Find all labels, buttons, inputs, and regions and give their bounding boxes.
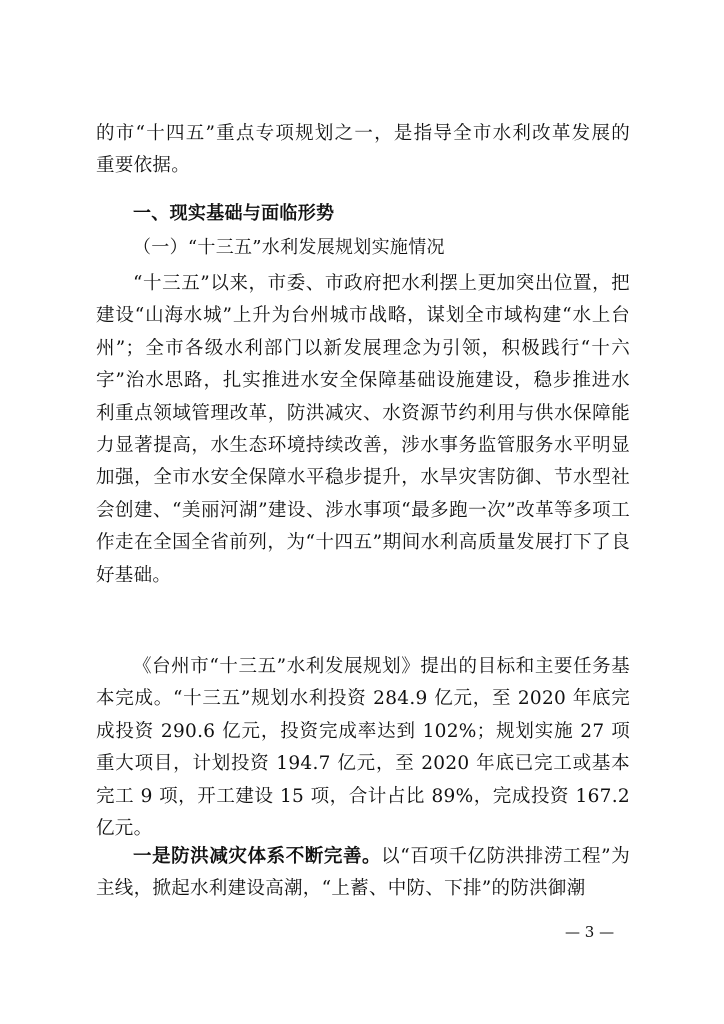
body-paragraph-3 (96, 841, 630, 906)
section-heading-block (96, 198, 630, 230)
body-paragraph-1: “十三五”以来，市委、市政府把水利摆上更加突出位置，把建设“山海水城”上升为台州城市战略，谋划全市域构建“水上台州”；全市各级水利部门以新发展理念为引领，积极践行“十六字”治水思路，扎实推进水安全保障基础设施建设，稳步推进水利重点领域管理改革，防洪减灾、水资源节约利用与供水保障能力显著提高，水生态环境持续改善，涉水事务监管服务水平明显加强，全市水安全保障水平稳步提升，水旱灾害防御、节水型社会创建、“美丽河湖”建设、涉水事项“最多跑一次”改革等多项工作走在全国全省前列，为“十四五”期间水利高质量发展打下了良好基础。 (96, 273, 630, 586)
section-heading: 一、现实基础与面临形势 (133, 203, 335, 224)
intro-line-2: 重要依据。 (96, 155, 191, 177)
intro-line-1: 的市“十四五”重点专项规划之一，是指导全市水利改革发展的 (96, 123, 630, 144)
subsection-heading: （一）“十三五”水利发展规划实施情况 (133, 237, 445, 258)
body-paragraph-2: 《台州市“十三五”水利发展规划》提出的目标和主要任务基本完成。“十三五”规划水利投资 284.9 亿元，至 2020 年底完成投资 290.6 亿元，投资完成率达到 102%；规划实施 27 项重大项目，计划投资 194.7 亿元，至 2020 年底已完工或基本完工 9 项，开工建设 15 项，合计占比 89%，完成投资 167.2 亿元。 (96, 656, 630, 840)
body-paragraph-1-block (96, 268, 630, 592)
subsection-heading-block (96, 232, 630, 264)
page-number: — 3 — (565, 923, 615, 941)
paragraph-3-text: 以“百项千亿防洪排涝工程”为主线，掀起水利建设高潮，“上蓄、中防、下排”的防洪御潮 (96, 846, 630, 900)
body-paragraph-2-block (96, 651, 630, 845)
body-paragraph-3-block (96, 841, 630, 906)
intro-paragraph (96, 118, 630, 183)
paragraph-3-lead: 一是防洪减灾体系不断完善。 (133, 846, 382, 867)
